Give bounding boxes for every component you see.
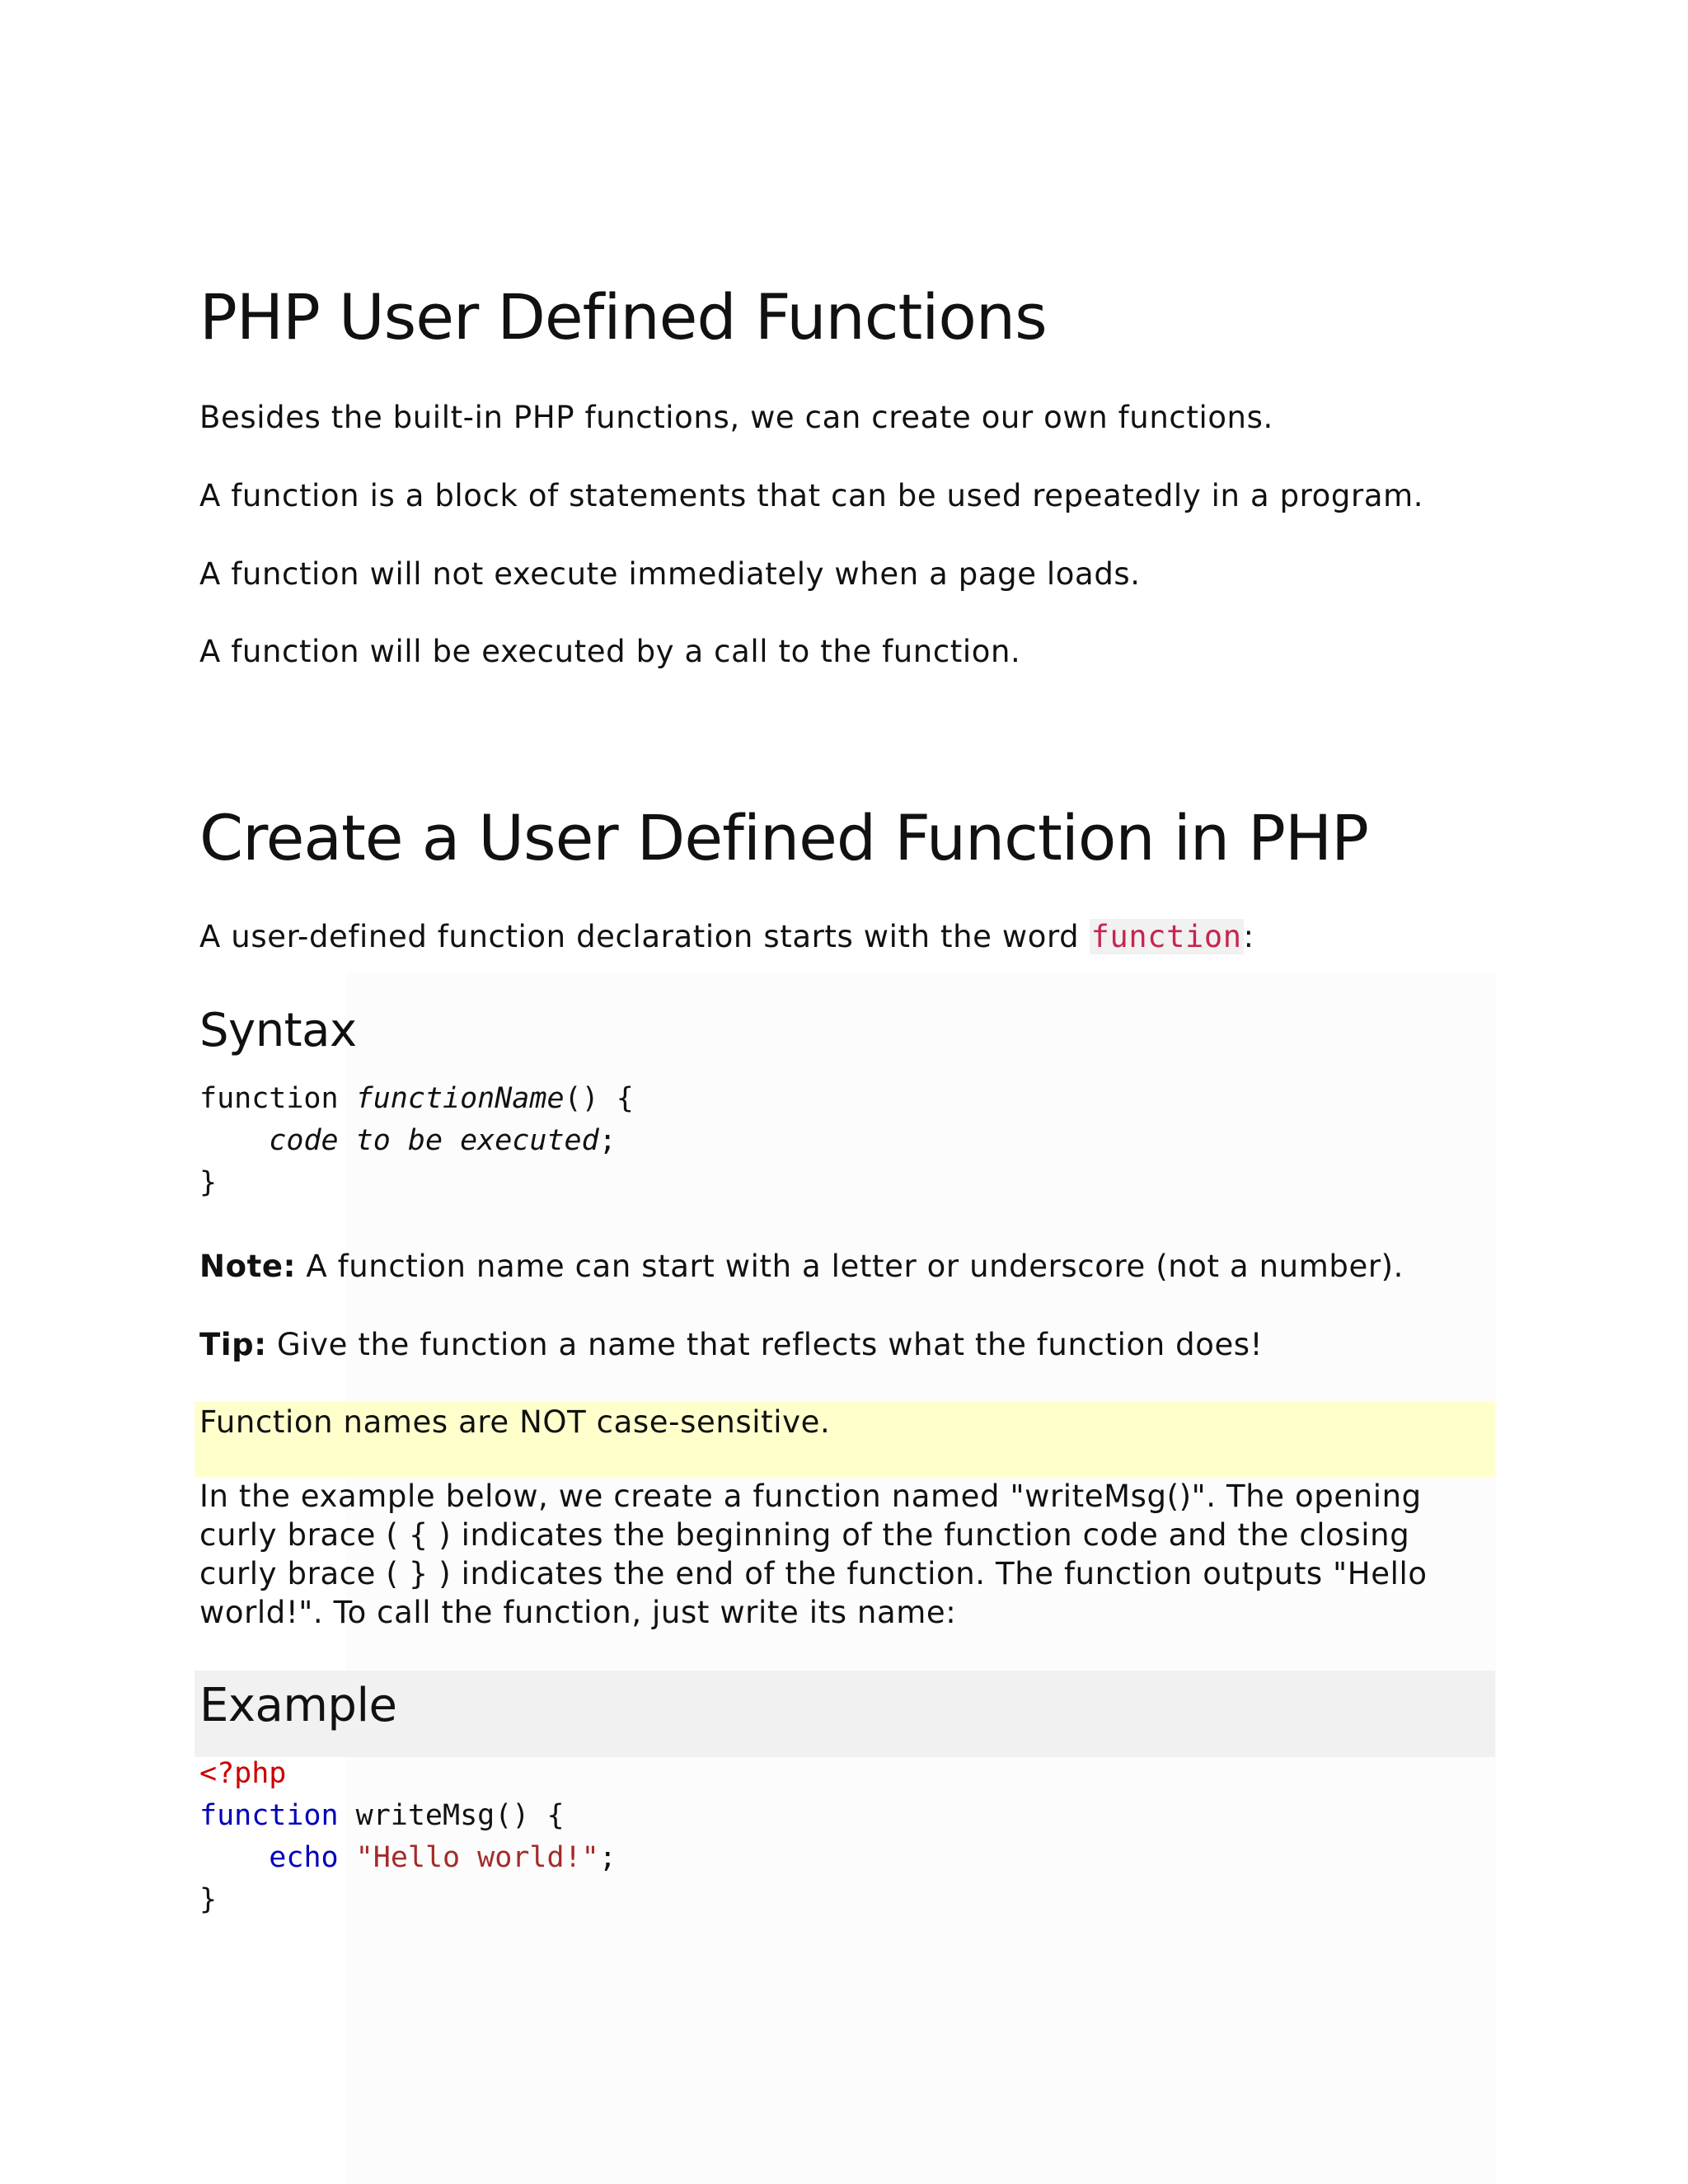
echo-keyword: echo — [269, 1841, 339, 1874]
syntax-line-3: } — [199, 1166, 218, 1199]
explanation-line-2: curly brace ( { ) indicates the beginning of the function code and the closing — [199, 1517, 1410, 1553]
declaration-text: A user-defined function declaration starts with the word — [199, 919, 1090, 954]
syntax-heading: Syntax — [199, 1004, 357, 1057]
highlight-box — [195, 1401, 1495, 1477]
declaration-paragraph — [199, 917, 1254, 956]
syntax-line-2 — [269, 1124, 616, 1157]
section-title: Create a User Defined Function in PHP — [199, 801, 1368, 874]
intro-paragraph-1: Besides the built-in PHP functions, we can create our own functions. — [199, 400, 1273, 435]
function-signature: writeMsg() { — [338, 1799, 565, 1832]
note-label: Note: — [199, 1249, 296, 1284]
syntax-keyword: function — [199, 1082, 356, 1115]
syntax-line-1 — [199, 1082, 634, 1115]
note-paragraph — [199, 1247, 1404, 1286]
explanation-line-4: world!". To call the function, just write its name: — [199, 1595, 957, 1630]
explanation-paragraph — [199, 1477, 1452, 1632]
tip-label: Tip: — [199, 1327, 267, 1362]
intro-paragraph-2: A function is a block of statements that can be used repeatedly in a program. — [199, 478, 1424, 513]
explanation-line-3: curly brace ( } ) indicates the end of the function. The function outputs "Hello — [199, 1556, 1428, 1591]
page-title: PHP User Defined Functions — [199, 280, 1047, 354]
highlight-text: Function names are NOT case-sensitive. — [199, 1404, 831, 1440]
declaration-suffix: : — [1243, 919, 1254, 954]
echo-string: "Hello world!" — [355, 1841, 599, 1874]
example-close-brace: } — [199, 1883, 218, 1916]
syntax-body: code to be executed — [269, 1124, 599, 1157]
php-open-tag: <?php — [199, 1757, 287, 1790]
function-keyword-code: function — [1090, 919, 1242, 954]
example-heading: Example — [199, 1679, 397, 1732]
explanation-line-1: In the example below, we create a function named "writeMsg()". The opening — [199, 1479, 1422, 1514]
echo-semicolon: ; — [598, 1841, 617, 1874]
example-line-3 — [269, 1841, 616, 1874]
example-header-box — [195, 1671, 1495, 1757]
function-keyword: function — [199, 1799, 339, 1832]
intro-paragraph-4: A function will be executed by a call to the function. — [199, 634, 1021, 669]
note-text: A function name can start with a letter or underscore (not a number). — [295, 1249, 1404, 1284]
example-line-2 — [199, 1799, 565, 1832]
syntax-code-block — [199, 1078, 634, 1204]
syntax-parens: () { — [564, 1082, 634, 1115]
syntax-function-name: functionName — [355, 1082, 565, 1115]
example-code-block — [199, 1753, 617, 1921]
tip-paragraph — [199, 1325, 1263, 1364]
syntax-semicolon: ; — [598, 1124, 617, 1157]
tip-text: Give the function a name that reflects what the function does! — [266, 1327, 1264, 1362]
intro-paragraph-3: A function will not execute immediately when a page loads. — [199, 556, 1141, 592]
